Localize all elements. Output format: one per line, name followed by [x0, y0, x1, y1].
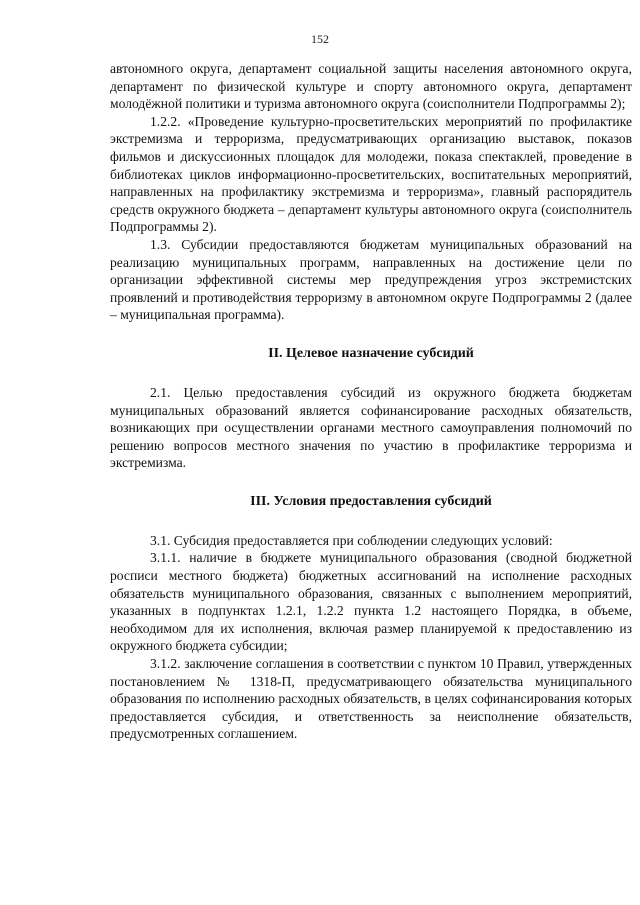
section-spacer: [110, 472, 632, 493]
section-3-heading: III. Условия предоставления субсидий: [250, 493, 492, 509]
heading-spacer: [110, 363, 632, 384]
paragraph-1-2-2: 1.2.2. «Проведение культурно-просветительских мероприятий по профилактике экстремизма и терроризма, предусматривающих организацию выставок, показов фильмов и дискуссионных площадок для молодежи, показа спектаклей, проведение в библиотеках циклов информационно-просветительских, воспитательных мероприятий, направленных на профилактику экстремизма и терроризма», главный распорядитель средств окружного бюджета – департамент культуры автономного округа (соисполнитель Подпрограммы 2).: [110, 113, 632, 235]
paragraph-3-1: 3.1. Субсидия предоставляется при соблюдении следующих условий:: [150, 532, 553, 548]
section-2-heading: II. Целевое назначение субсидий: [268, 345, 474, 361]
heading-spacer: [110, 511, 632, 532]
document-body: [110, 60, 632, 743]
paragraph-continuation: автономного округа, департамент социальной защиты населения автономного округа, департамент по физической культуре и спорту автономного округа, департамент молодёжной политики и туризма автономного округа (соисполнители Подпрограммы 2);: [110, 61, 632, 112]
paragraph-1-3: 1.3. Субсидии предоставляются бюджетам муниципальных образований на реализацию муниципальных программ, направленных на достижение цели по организации эффективной системы мер предупреждения угроз экстремистских проявлений и противодействия терроризму в автономном округе Подпрограммы 2 (далее – муниципальная программа).: [110, 236, 632, 323]
paragraph-2-1: 2.1. Целью предоставления субсидий из окружного бюджета бюджетам муниципальных образований является софинансирование расходных обязательств, возникающих при осуществлении органами местного самоуправления полномочий по решению вопросов местного значения по участию в профилактике терроризма и экстремизма.: [110, 384, 632, 471]
paragraph-3-1-1: 3.1.1. наличие в бюджете муниципального образования (сводной бюджетной росписи местного бюджета) бюджетных ассигнований на исполнение расходных обязательств муниципального образования, связанных с выполнением мероприятий, указанных в подпунктах 1.2.1, 1.2.2 пункта 1.2 настоящего Порядка, в объеме, необходимом для их исполнения, включая размер планируемой к предоставлению из окружного бюджета субсидии;: [110, 550, 632, 654]
paragraph-3-1-2: 3.1.2. заключение соглашения в соответствии с пунктом 10 Правил, утвержденных постановлением № 1318-П, предусматривающего обязательства муниципального образования по исполнению расходных обязательств, в целях софинансирования которых предоставляется субсидия, и ответственность за неисполнение обязательств, предусмотренных соглашением.: [110, 656, 632, 742]
page-number: 152: [311, 32, 329, 46]
section-spacer: [110, 324, 632, 345]
